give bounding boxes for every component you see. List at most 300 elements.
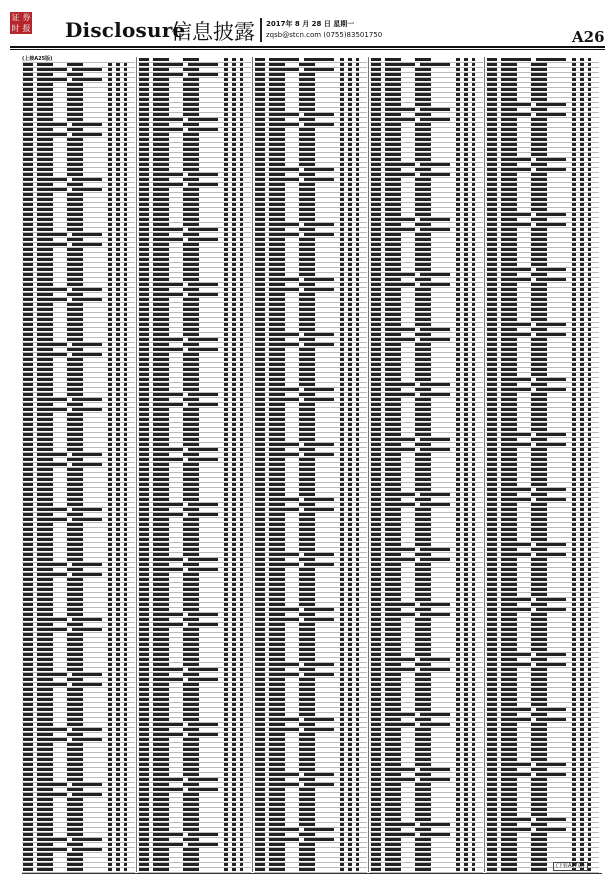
table-cell [472,838,475,841]
table-cell [464,203,468,206]
table-cell [385,58,401,61]
table-cell [224,808,228,811]
table-cell [304,663,334,666]
table-cell [472,688,475,691]
table-cell [371,73,381,76]
table-cell [501,178,517,181]
table-cell [67,313,83,316]
table-cell [224,78,228,81]
table-cell [224,158,228,161]
table-cell [304,288,334,291]
table-cell [415,633,431,636]
table-cell [183,528,199,531]
table-cell [153,633,169,636]
table-cell [232,183,236,186]
table-cell [371,503,381,506]
table-cell [153,573,169,576]
table-cell [371,788,381,791]
table-cell [224,823,228,826]
table-cell [37,318,53,321]
table-cell [108,353,112,356]
table-cell [415,523,431,526]
table-cell [188,568,218,571]
table-cell [348,563,352,566]
table-cell [240,243,243,246]
table-cell [472,673,475,676]
table-cell [531,123,547,126]
table-cell [371,473,381,476]
table-cell [224,613,228,616]
table-cell [232,258,236,261]
table-cell [139,178,149,181]
table-cell [371,863,381,866]
table-cell [224,813,228,816]
table-cell [255,718,265,721]
table-cell [23,668,33,671]
table-cell [153,408,169,411]
table-cell [348,588,352,591]
table-cell [385,88,401,91]
table-cell [23,148,33,151]
table-cell [224,263,228,266]
table-cell [240,253,243,256]
table-cell [356,373,359,376]
table-cell [269,208,285,211]
table-cell [456,683,460,686]
table-cell [487,58,497,61]
table-cell [371,858,381,861]
table-cell [255,158,265,161]
table-cell [456,528,460,531]
table-cell [415,123,431,126]
table-cell [67,763,83,766]
table-cell [139,108,149,111]
table-cell [420,328,450,331]
table-cell [232,563,236,566]
table-cell [464,93,468,96]
table-cell [487,68,497,71]
table-cell [464,513,468,516]
table-cell [240,613,243,616]
table-cell [501,328,517,331]
table-cell [572,178,576,181]
table-cell [385,698,401,701]
table-cell [67,183,83,186]
table-cell [232,633,236,636]
table-cell [153,858,169,861]
table-cell [108,818,112,821]
table-cell [356,418,359,421]
table-cell [255,833,265,836]
table-cell [371,353,381,356]
table-cell [139,363,149,366]
table-cell [501,188,517,191]
table-cell [153,868,169,871]
table-cell [240,158,243,161]
table-cell [37,833,53,836]
table-cell [153,318,169,321]
table-cell [183,108,199,111]
table-cell [456,63,460,66]
table-cell [472,868,475,871]
table-cell [37,88,53,91]
table-cell [385,248,401,251]
table-cell [464,353,468,356]
table-cell [67,773,83,776]
table-cell [348,198,352,201]
table-cell [472,703,475,706]
table-cell [153,238,183,241]
table-cell [232,793,236,796]
table-cell [472,683,475,686]
table-cell [340,468,344,471]
table-cell [116,763,120,766]
table-cell [232,518,236,521]
table-cell [299,758,315,761]
table-cell [139,653,149,656]
table-cell [348,153,352,156]
table-cell [224,653,228,656]
table-cell [536,213,566,216]
table-cell [116,703,120,706]
table-cell [232,273,236,276]
table-cell [108,103,112,106]
table-cell [240,643,243,646]
table-cell [240,773,243,776]
table-cell [371,868,381,871]
table-cell [232,403,236,406]
table-cell [464,173,468,176]
table-cell [108,858,112,861]
table-cell [67,63,83,66]
table-cell [232,558,236,561]
table-cell [415,648,431,651]
table-cell [371,843,381,846]
table-cell [269,723,285,726]
table-cell [371,178,381,181]
table-cell [240,453,243,456]
table-cell [240,593,243,596]
table-cell [356,778,359,781]
table-cell [72,288,102,291]
table-cell [23,568,33,571]
table-cell [348,433,352,436]
table-cell [139,93,149,96]
table-cell [224,713,228,716]
table-cell [456,483,460,486]
table-cell [116,868,120,871]
table-cell [224,128,228,131]
table-cell [37,678,53,681]
table-cell [124,73,127,76]
table-cell [420,283,450,286]
table-cell [487,93,497,96]
table-cell [255,258,265,261]
table-cell [224,508,228,511]
table-cell [124,673,127,676]
table-cell [356,783,359,786]
table-cell [269,643,285,646]
table-cell [139,803,149,806]
table-cell [108,868,112,871]
table-cell [108,173,112,176]
table-cell [269,748,285,751]
table-cell [139,483,149,486]
table-cell [588,98,591,101]
table-cell [269,563,299,566]
table-cell [124,648,127,651]
table-cell [240,458,243,461]
table-cell [456,203,460,206]
table-cell [139,598,149,601]
table-cell [72,518,102,521]
table-cell [299,833,315,836]
table-cell [588,243,591,246]
table-cell [464,628,468,631]
table-cell [531,118,547,121]
table-cell [269,853,285,856]
table-cell [299,328,315,331]
table-cell [269,308,285,311]
table-cell [340,523,344,526]
table-cell [108,383,112,386]
table-cell [240,858,243,861]
table-cell [23,103,33,106]
table-cell [23,393,33,396]
table-cell [472,763,475,766]
table-cell [183,408,199,411]
table-cell [108,783,112,786]
table-cell [269,58,299,61]
table-cell [23,808,33,811]
table-cell [472,278,475,281]
table-cell [188,293,218,296]
table-cell [232,498,236,501]
table-cell [572,183,576,186]
table-cell [232,63,236,66]
table-cell [385,338,415,341]
table-cell [240,808,243,811]
table-cell [116,538,120,541]
table-cell [116,268,120,271]
table-cell [124,758,127,761]
table-cell [340,543,344,546]
table-cell [139,223,149,226]
table-cell [531,293,547,296]
table-cell [124,193,127,196]
table-cell [299,238,315,241]
table-cell [464,723,468,726]
table-cell [464,783,468,786]
table-cell [531,273,547,276]
table-cell [37,393,53,396]
table-cell [385,723,415,726]
table-cell [116,863,120,866]
table-cell [240,103,243,106]
table-cell [420,438,450,441]
table-cell [37,593,53,596]
table-cell [224,523,228,526]
table-cell [153,773,169,776]
table-cell [348,683,352,686]
table-cell [124,823,127,826]
table-cell [385,668,415,671]
table-cell [269,833,285,836]
table-cell [37,528,53,531]
table-cell [464,413,468,416]
table-cell [464,228,468,231]
table-cell [183,478,199,481]
table-cell [572,193,576,196]
table-cell [232,708,236,711]
table-cell [356,548,359,551]
table-cell [269,488,285,491]
table-cell [224,268,228,271]
table-cell [255,103,265,106]
table-cell [348,508,352,511]
table-cell [456,803,460,806]
table-cell [255,638,265,641]
table-cell [139,328,149,331]
table-cell [153,63,183,66]
table-cell [139,218,149,221]
table-cell [385,213,401,216]
table-cell [385,423,401,426]
table-cell [240,653,243,656]
table-cell [580,233,584,236]
table-cell [415,763,431,766]
table-cell [153,253,169,256]
table-cell [255,568,265,571]
table-cell [472,328,475,331]
table-cell [23,473,33,476]
table-cell [255,198,265,201]
table-cell [572,123,576,126]
table-cell [37,643,53,646]
table-cell [67,173,83,176]
table-cell [588,83,591,86]
table-cell [356,108,359,111]
table-cell [23,193,33,196]
table-cell [183,838,199,841]
table-cell [153,383,169,386]
table-cell [23,338,33,341]
table-cell [124,748,127,751]
table-cell [385,788,401,791]
table-cell [348,503,352,506]
table-cell [385,238,401,241]
table-cell [108,128,112,131]
table-cell [371,408,381,411]
table-cell [153,768,169,771]
table-cell [456,618,460,621]
table-cell [224,408,228,411]
table-cell [23,423,33,426]
table-cell [108,473,112,476]
table-cell [348,843,352,846]
table-cell [116,568,120,571]
table-cell [116,448,120,451]
table-cell [385,593,401,596]
table-cell [183,553,199,556]
table-cell [37,648,53,651]
table-cell [269,688,285,691]
table-cell [67,478,83,481]
table-cell [340,138,344,141]
table-cell [464,518,468,521]
table-cell [385,693,401,696]
table-cell [299,808,315,811]
table-cell [139,583,149,586]
table-cell [420,778,450,781]
table-cell [37,183,53,186]
table-cell [116,728,120,731]
table-cell [472,753,475,756]
table-cell [224,673,228,676]
table-cell [456,798,460,801]
table-cell [224,428,228,431]
table-cell [472,568,475,571]
table-cell [348,453,352,456]
table-cell [385,233,401,236]
table-cell [124,563,127,566]
table-cell [108,663,112,666]
table-cell [255,548,265,551]
table-cell [116,193,120,196]
table-cell [501,103,531,106]
table-cell [183,703,199,706]
table-cell [269,728,299,731]
table-cell [340,708,344,711]
table-cell [255,663,265,666]
table-cell [37,73,53,76]
table-cell [385,438,415,441]
table-cell [108,678,112,681]
table-cell [255,333,265,336]
table-cell [232,453,236,456]
table-cell [153,518,169,521]
table-cell [464,603,468,606]
table-cell [487,118,497,121]
table-cell [472,393,475,396]
table-cell [124,183,127,186]
table-cell [240,433,243,436]
table-cell [255,863,265,866]
table-cell [269,813,285,816]
table-cell [108,163,112,166]
table-cell [23,658,33,661]
table-cell [356,723,359,726]
table-cell [116,553,120,556]
table-cell [487,348,497,351]
table-cell [464,98,468,101]
table-cell [464,283,468,286]
table-cell [23,558,33,561]
table-cell [240,538,243,541]
table-cell [299,848,315,851]
table-cell [472,543,475,546]
table-cell [232,428,236,431]
table-cell [415,148,431,151]
table-cell [23,273,33,276]
table-cell [472,273,475,276]
table-cell [23,678,33,681]
table-cell [240,828,243,831]
table-cell [340,433,344,436]
table-cell [464,538,468,541]
table-cell [183,398,199,401]
table-cell [371,113,381,116]
